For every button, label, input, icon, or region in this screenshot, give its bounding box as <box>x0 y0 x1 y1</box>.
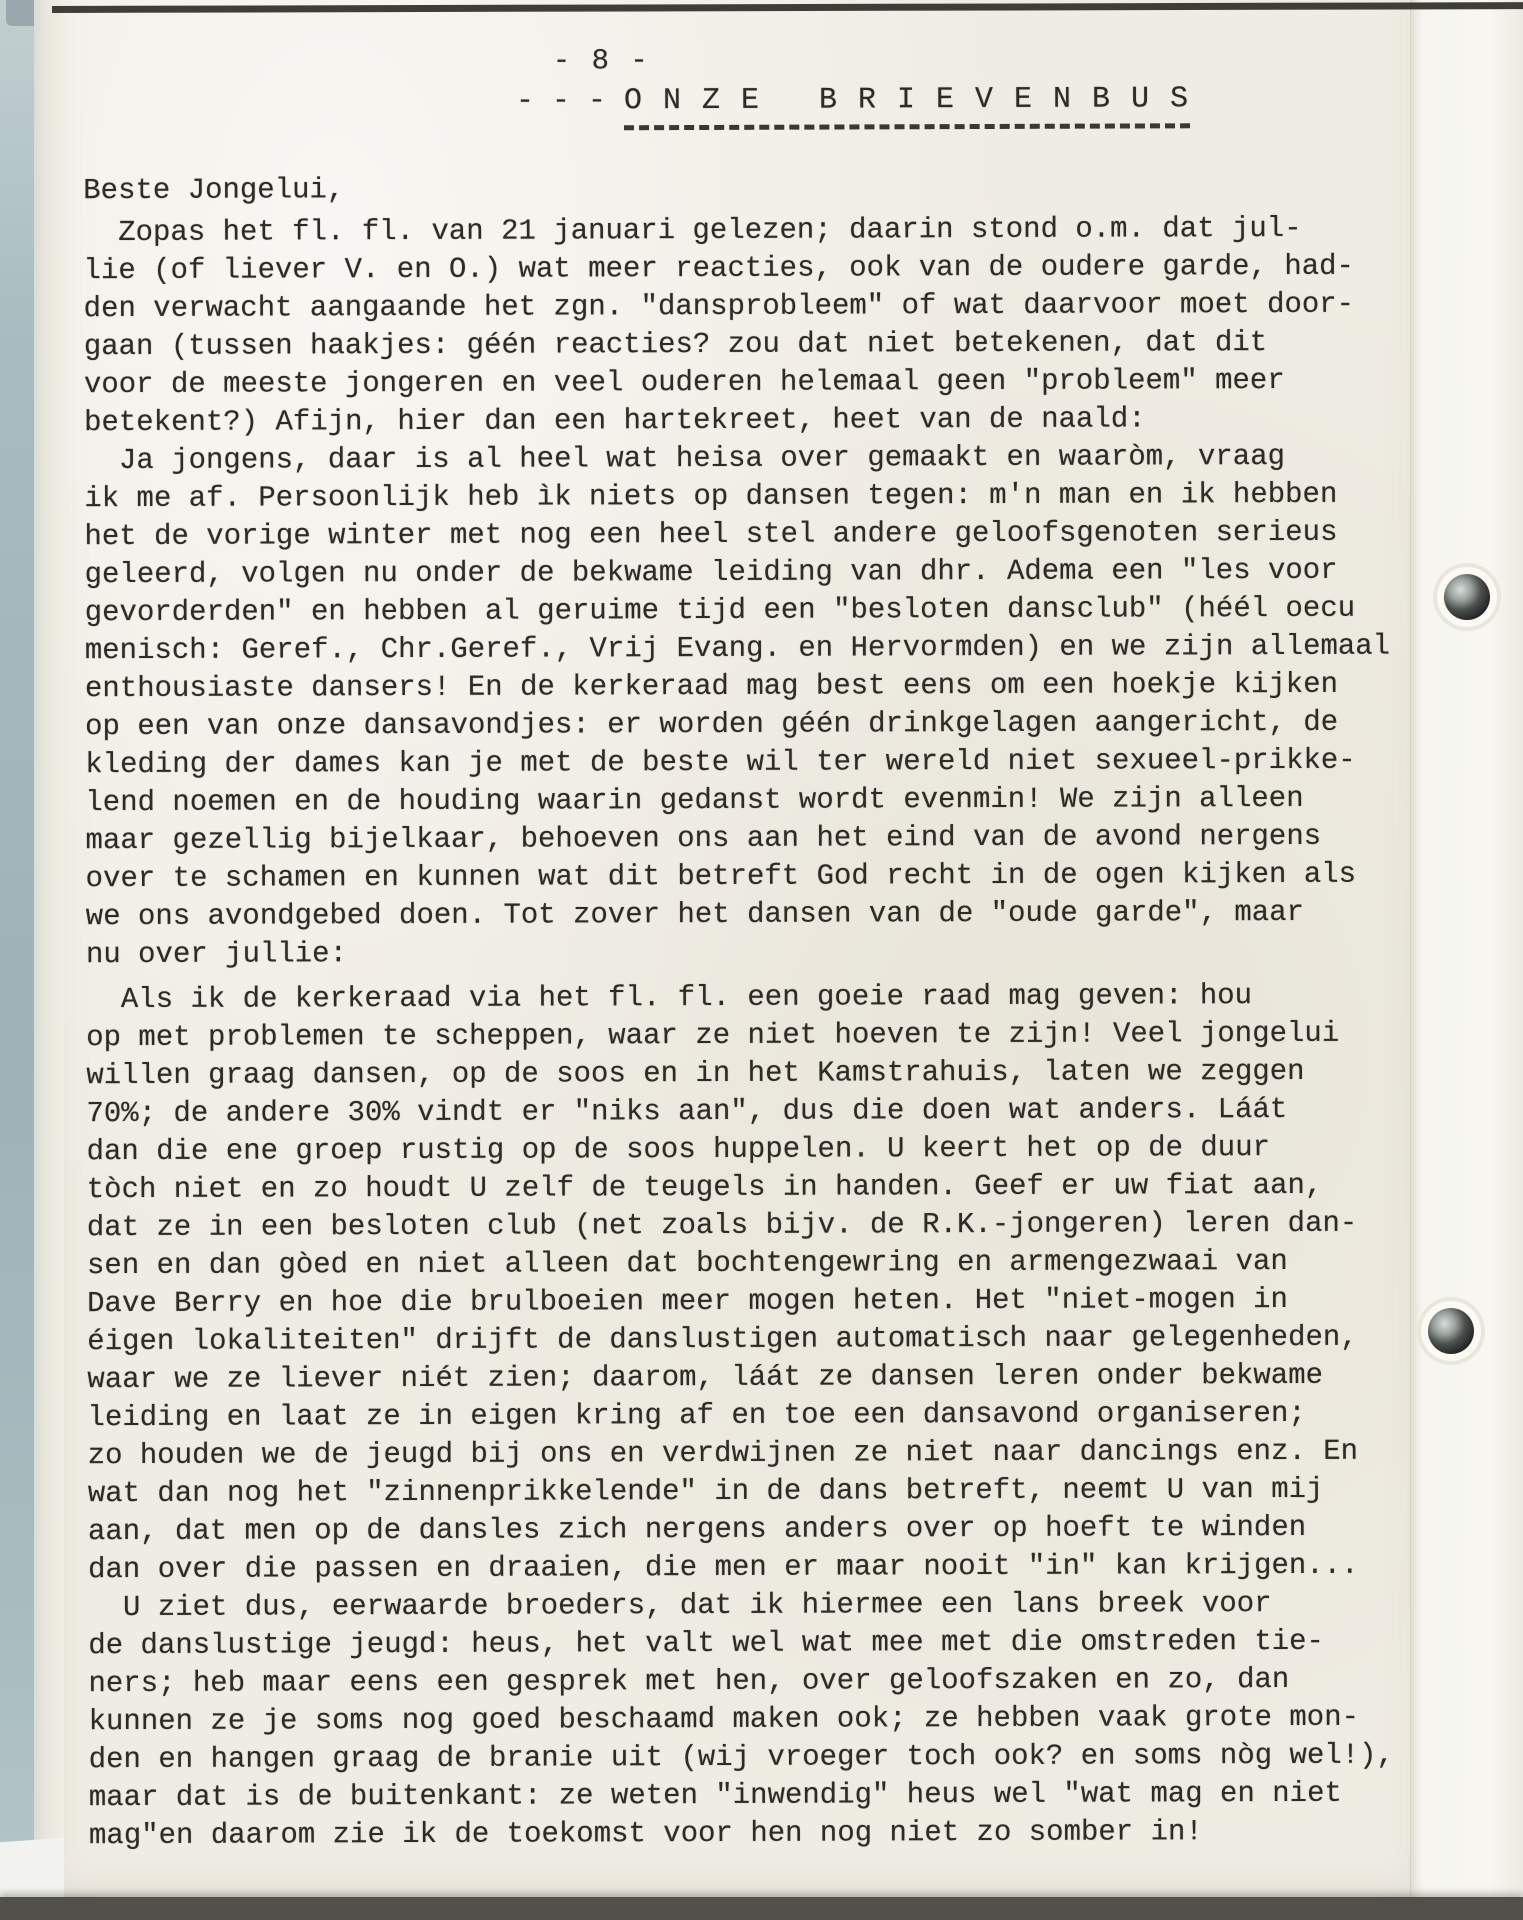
page-number: - 8 - <box>552 44 650 78</box>
punch-hole <box>1444 574 1490 620</box>
paragraph: Als ik de kerkeraad via het fl. fl. een goeie raad mag geven: hou op met problemen te scheppen, waar ze niet hoeven te zijn! Veel jongelui willen graag dansen, op de soos en in het Kamstrahuis, laten we zeggen 70%; de andere 30% vindt er "niks aan", dus die doen wat anders. Láát dan die ene groep rustig op de soos huppelen. U keert het op de duur tòch niet en zo houdt U zelf de teugels in handen. Geef er uw fiat aan, dat ze in een besloten club (net zoals bijv. de R.K.-jongeren) leren dan- sen en dan gòed en niet alleen dat bochtengewring en armengezwaai van Dave Berry en hoe die brulboeien meer mogen heten. Het "niet-mogen in éigen lokaliteiten" drijft de danslustigen automatisch naar gelegenheden, waar we ze liever niét zien; daarom, láát ze dansen leren onder bekwame leiding en laat ze in eigen kring af en toe een dansavond organiseren; zo houden we de jeugd bij ons en verdwijnen ze niet naar dancings enz. En wat dan nog het "zinnenprikkelende" in de dans betreft, neemt U van mij aan, dat men op de dansles zich nergens anders over op hoeft te winden dan over die passen en draaien, die men er maar nooit "in" kan krijgen... <box>86 979 1359 1587</box>
heading-dash-prefix: - - - <box>515 84 625 119</box>
underlying-page-edge <box>1410 0 1523 1920</box>
scan-edge-bottom <box>0 1897 1523 1920</box>
salutation: Beste Jongelui, <box>83 173 345 208</box>
letter-body <box>83 209 1434 1855</box>
heading-title: O N Z E B R I E V E N B U S <box>624 82 1190 130</box>
paragraph: U ziet dus, eerwaarde broeders, dat ik hiermee een lans breek voor de danslustige jeugd: heus, het valt wel wat mee met die omstreden tie- ners; heb maar eens een gesprek met hen, over geloofszaken en zo, dan kunnen ze je soms nog goed beschaamd maken ook; ze hebben vaak grote mon- den en hangen graag de branie uit (wij vroeger toch ook? en soms nòg wel!), maar dat is de buitenkant: ze weten "inwendig" heus wel "wat mag en niet mag"en daarom zie ik de toekomst voor hen nog niet zo somber in! <box>88 1587 1394 1853</box>
punch-hole <box>1428 1308 1474 1354</box>
binder-cover-edge <box>0 0 34 1920</box>
typewritten-text-layer <box>64 0 1417 1920</box>
paragraph: Zopas het fl. fl. van 21 januari gelezen; daarin stond o.m. dat jul- lie (of liever V. en O.) wat meer reacties, ook van de oudere garde, had- den verwacht aangaande het zgn. "dansprobleem" of wat daarvoor moet door- gaan (tussen haakjes: géén reacties? zou dat niet betekenen, dat dit voor de meeste jongeren en veel ouderen helemaal geen "probleem" meer betekent?) Afijn, hier dan een hartekreet, heet van de naald: <box>83 211 1355 440</box>
section-heading <box>516 80 1190 120</box>
paper-page <box>64 0 1410 1920</box>
paragraph: Ja jongens, daar is al heel wat heisa over gemaakt en waaròm, vraag ik me af. Persoonlijk heb ìk niets op dansen tegen: m'n man en ik hebben het de vorige winter met nog een heel stel andere geloofsgenoten serieus geleerd, volgen nu onder de bekwame leiding van dhr. Adema een "les voor gevorderden" en hebben al geruime tijd een "besloten dansclub" (héél oecu menisch: Geref., Chr.Geref., Vrij Evang. en Hervormden) en we zijn allemaal enthousiaste dansers! En de kerkeraad mag best eens om een hoekje kijken op een van onze dansavondjes: er worden géén drinkgelagen aangericht, de kleding der dames kan je met de beste wil ter wereld niet sexueel-prikke- lend noemen en de houding waarin gedanst wordt evenmin! We zijn alleen maar gezellig bijelkaar, behoeven ons aan het eind van de avond nergens over te schamen en kunnen wat dit betreft God recht in de ogen kijken als we ons avondgebed doen. Tot zover het dansen van de "oude garde", maar nu over jullie: <box>84 439 1391 972</box>
stacked-page-edges <box>34 0 67 1920</box>
